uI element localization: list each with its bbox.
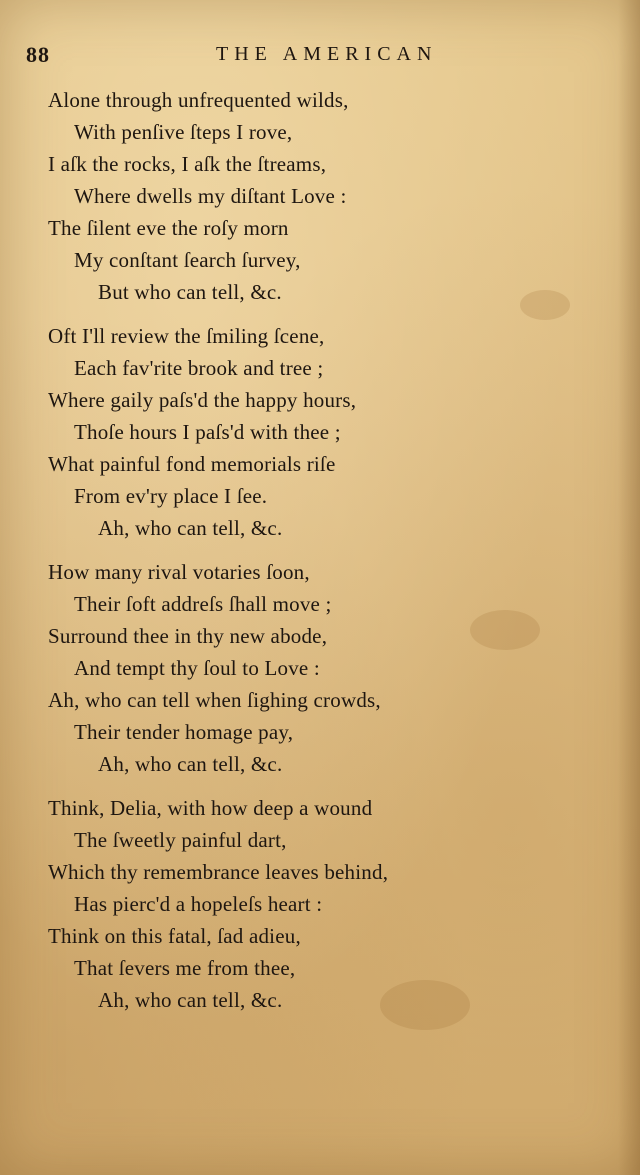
poem-line: Their ſoft addreſs ſhall move ; — [74, 592, 332, 616]
stanza-3 — [48, 556, 608, 780]
poem-line: Has pierc'd a hopeleſs heart : — [74, 892, 323, 916]
poem-line: What painful fond memorials riſe — [48, 452, 336, 476]
poem-line: And tempt thy ſoul to Love : — [74, 656, 320, 680]
page-number: 88 — [26, 42, 50, 67]
refrain-line: Ah, who can tell, &c. — [98, 516, 283, 540]
stanza-2 — [48, 320, 608, 544]
poem-line: Oft I'll review the ſmiling ſcene, — [48, 324, 325, 348]
poem-line: Where gaily paſs'd the happy hours, — [48, 388, 357, 412]
refrain-line: But who can tell, &c. — [98, 280, 282, 304]
poem-line: Each fav'rite brook and tree ; — [74, 356, 324, 380]
page-header — [26, 42, 616, 76]
poem-line: From ev'ry place I ſee. — [74, 484, 268, 508]
poem-line: Where dwells my diſtant Love : — [74, 184, 347, 208]
poem-line: How many rival votaries ſoon, — [48, 560, 310, 584]
poem-line: I aſk the rocks, I aſk the ſtreams, — [48, 152, 327, 176]
refrain-line: Ah, who can tell, &c. — [98, 988, 283, 1012]
poem-line: Think, Delia, with how deep a wound — [48, 796, 373, 820]
poem-line: With penſive ſteps I rove, — [74, 120, 293, 144]
stanza-1 — [48, 84, 608, 308]
poem-line: My conſtant ſearch ſurvey, — [74, 248, 301, 272]
poem-line: Surround thee in thy new abode, — [48, 624, 328, 648]
page-edge-shadow — [618, 0, 640, 1175]
poem-line: Think on this fatal, ſad adieu, — [48, 924, 301, 948]
poem-line: That ſevers me from thee, — [74, 956, 296, 980]
poem-line: Thoſe hours I paſs'd with thee ; — [74, 420, 341, 444]
poem-line: The ſilent eve the roſy morn — [48, 216, 289, 240]
poem-body — [48, 84, 608, 1028]
running-head: THE AMERICAN — [216, 43, 438, 65]
stanza-4 — [48, 792, 608, 1016]
poem-line: Ah, who can tell when ſighing crowds, — [48, 688, 381, 712]
poem-line: The ſweetly painful dart, — [74, 828, 287, 852]
poem-line: Their tender homage pay, — [74, 720, 294, 744]
poem-line: Which thy remembrance leaves behind, — [48, 860, 389, 884]
refrain-line: Ah, who can tell, &c. — [98, 752, 283, 776]
poem-line: Alone through unfrequented wilds, — [48, 88, 349, 112]
